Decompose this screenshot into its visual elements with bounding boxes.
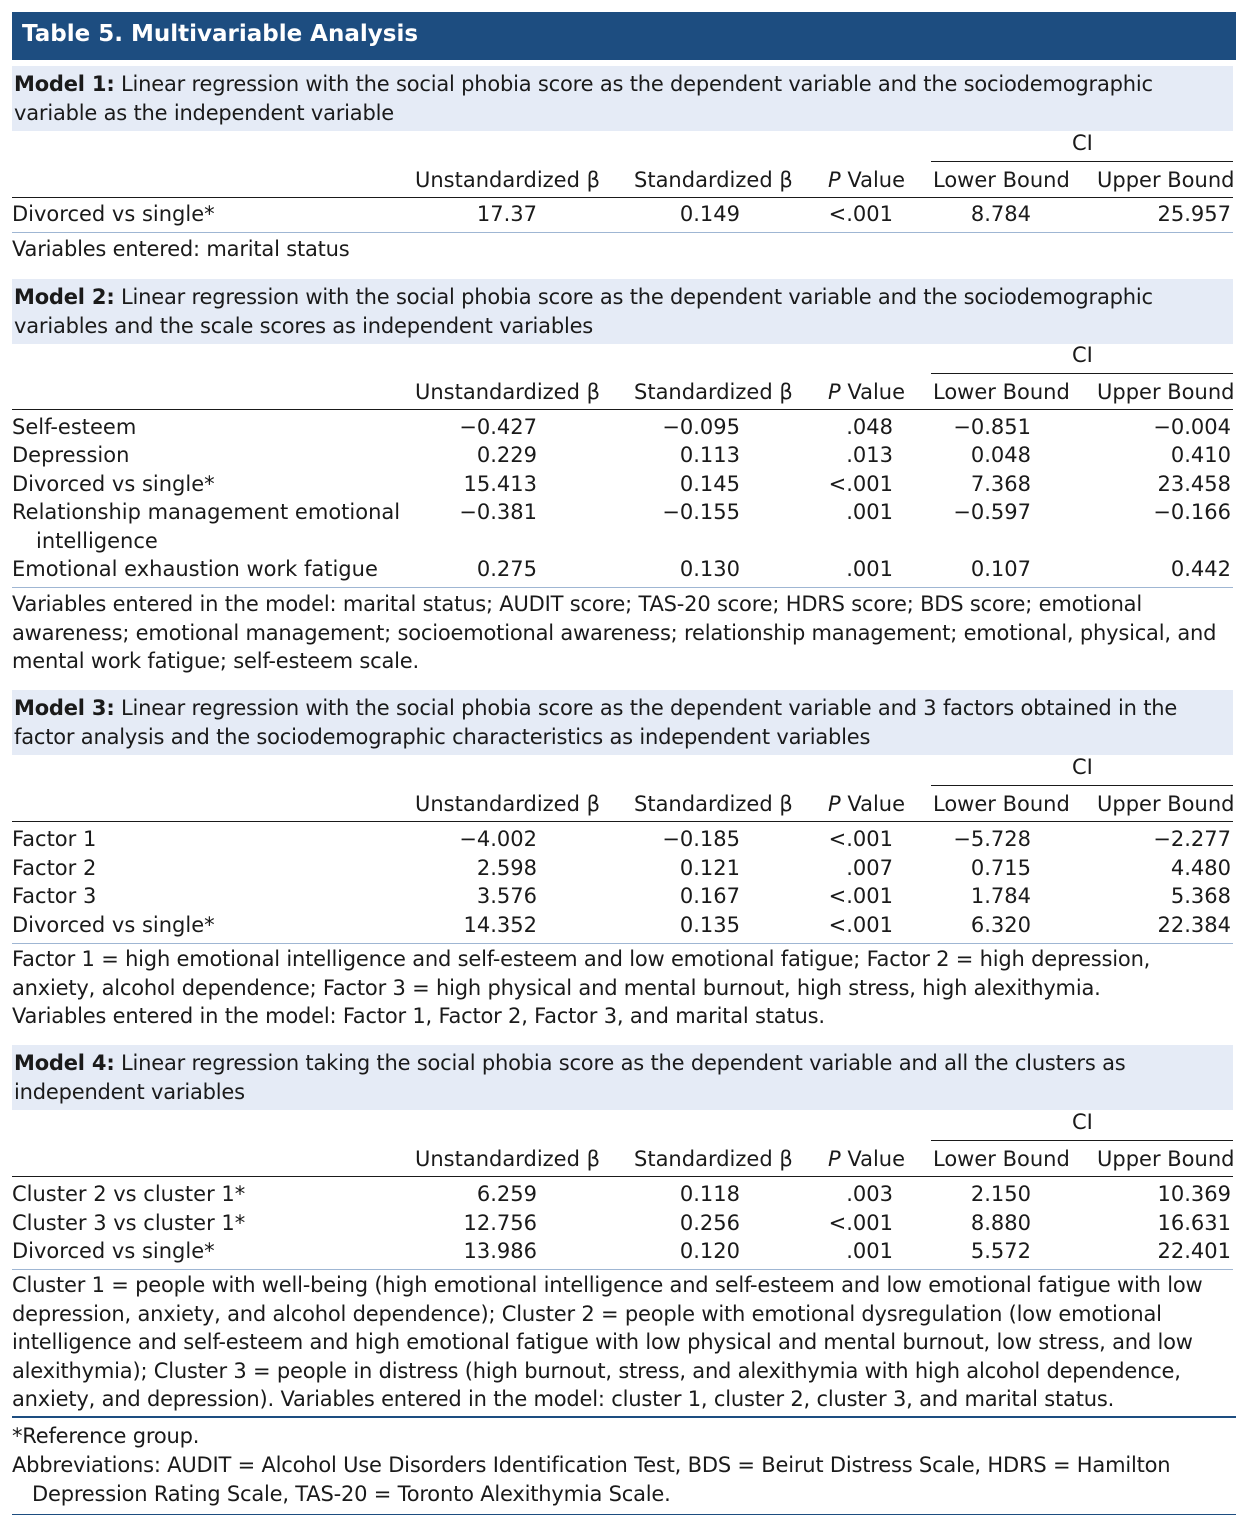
model-3-header <box>12 690 1233 755</box>
model-1-note: Variables entered: marital status <box>12 237 350 261</box>
row-label-continuation: intelligence <box>36 529 158 553</box>
model-4-label: Model 4: <box>14 1051 115 1075</box>
column-p-value: P Value <box>828 380 906 404</box>
row-label: Cluster 3 vs cluster 1* <box>12 1211 246 1235</box>
bottom-rule <box>12 1514 1236 1515</box>
table-row <box>12 498 1233 526</box>
cell-unstandardized-beta: 0.229 <box>476 443 537 467</box>
cell-p-value: <.001 <box>828 472 893 496</box>
cell-p-value: <.001 <box>828 202 893 226</box>
table-row <box>12 1180 1233 1208</box>
cell-upper-bound: 10.369 <box>1157 1182 1231 1206</box>
cell-upper-bound: 23.458 <box>1157 472 1231 496</box>
cell-p-value: .003 <box>846 1182 893 1206</box>
table-row <box>12 470 1233 498</box>
model-4-header <box>12 1045 1233 1110</box>
cell-lower-bound: 7.368 <box>970 472 1031 496</box>
table-row <box>12 825 1233 853</box>
cell-unstandardized-beta: 12.756 <box>463 1211 537 1235</box>
cell-unstandardized-beta: 17.37 <box>476 202 537 226</box>
column-header-row <box>12 790 1233 818</box>
cell-lower-bound: −5.728 <box>953 827 1031 851</box>
cell-standardized-beta: 0.149 <box>679 202 740 226</box>
cell-p-value: .007 <box>846 856 893 880</box>
cell-lower-bound: −0.597 <box>953 500 1031 524</box>
header-rule <box>12 197 1233 198</box>
cell-lower-bound: 5.572 <box>970 1239 1031 1263</box>
cell-p-value: .048 <box>846 415 893 439</box>
table-row <box>12 441 1233 469</box>
cell-lower-bound: −0.851 <box>953 415 1031 439</box>
column-lower-bound: Lower Bound <box>933 792 1070 816</box>
column-upper-bound: Upper Bound <box>1097 380 1235 404</box>
model-1-header <box>12 66 1233 131</box>
model-2-note: Variables entered in the model: marital status; AUDIT score; TAS-20 score; HDRS score; BDS score; emotional awareness; emotional management; socioemotional awareness; relationship management; emotional, physical, and mental work fatigue; self-esteem scale. <box>12 592 1217 673</box>
cell-lower-bound: 8.880 <box>970 1211 1031 1235</box>
cell-standardized-beta: 0.167 <box>679 884 740 908</box>
row-label: Factor 3 <box>12 884 97 908</box>
table-title: Table 5. Multivariable Analysis <box>12 12 1236 60</box>
row-label: Self-esteem <box>12 415 137 439</box>
model-2-header <box>12 279 1233 344</box>
cell-upper-bound: −2.277 <box>1153 827 1231 851</box>
cell-unstandardized-beta: 6.259 <box>476 1182 537 1206</box>
column-upper-bound: Upper Bound <box>1097 1147 1235 1171</box>
column-lower-bound: Lower Bound <box>933 168 1070 192</box>
cell-standardized-beta: −0.185 <box>662 827 740 851</box>
column-unstandardized-beta: Unstandardized β <box>415 168 601 192</box>
cell-lower-bound: 0.107 <box>970 557 1031 581</box>
cell-unstandardized-beta: 0.275 <box>476 557 537 581</box>
table-row <box>12 555 1233 583</box>
cell-upper-bound: 22.384 <box>1157 913 1231 937</box>
cell-unstandardized-beta: 15.413 <box>463 472 537 496</box>
row-label: Emotional exhaustion work fatigue <box>12 557 378 581</box>
cell-unstandardized-beta: −0.381 <box>459 500 537 524</box>
row-label: Depression <box>12 443 130 467</box>
model-4-note: Cluster 1 = people with well-being (high emotional intelligence and self-esteem and low emotional fatigue with low depression, anxiety, and alcohol dependence); Cluster 2 = people with emotional dysregulation (low emotional intelligence and self-esteem and high emotional fatigue with low physical and mental burnout, low stress, and low alexithymia); Cluster 3 = people in distress (high burnout, stress, and alexithymia with high alcohol dependence, anxiety, and depression). Variables entered in the model: cluster 1, cluster 2, cluster 3, and marital status. <box>12 1273 1203 1411</box>
cell-p-value: <.001 <box>828 884 893 908</box>
cell-upper-bound: −0.166 <box>1153 500 1231 524</box>
cell-upper-bound: 25.957 <box>1157 202 1231 226</box>
column-unstandardized-beta: Unstandardized β <box>415 792 601 816</box>
model-1-description: Linear regression with the social phobia score as the dependent variable and the sociodemographic variable as the independent variable <box>14 72 1153 125</box>
ci-header: CI <box>1072 343 1093 367</box>
abbreviations-footnote: Abbreviations: AUDIT = Alcohol Use Disorders Identification Test, BDS = Beirut Distress Scale, HDRS = Hamilton Depression Rating Scale, TAS-20 = Toronto Alexithymia Scale. <box>12 1453 1171 1506</box>
cell-p-value: <.001 <box>828 1211 893 1235</box>
cell-p-value: .001 <box>846 1239 893 1263</box>
column-header-row <box>12 378 1233 406</box>
column-p-value: P Value <box>828 792 906 816</box>
row-label: Divorced vs single* <box>12 913 215 937</box>
cell-upper-bound: 4.480 <box>1170 856 1231 880</box>
cell-standardized-beta: 0.118 <box>679 1182 740 1206</box>
column-standardized-beta: Standardized β <box>634 1147 793 1171</box>
cell-p-value: .001 <box>846 500 893 524</box>
model-3-label: Model 3: <box>14 696 115 720</box>
row-label: Factor 2 <box>12 856 97 880</box>
model-2-label: Model 2: <box>14 285 115 309</box>
cell-unstandardized-beta: 2.598 <box>476 856 537 880</box>
cell-standardized-beta: 0.256 <box>679 1211 740 1235</box>
cell-standardized-beta: 0.121 <box>679 856 740 880</box>
cell-standardized-beta: 0.135 <box>679 913 740 937</box>
table-row <box>12 1237 1233 1265</box>
ci-rule <box>931 373 1233 374</box>
table-row-continuation <box>12 527 1233 555</box>
cell-standardized-beta: 0.120 <box>679 1239 740 1263</box>
table-row <box>12 413 1233 441</box>
cell-standardized-beta: −0.095 <box>662 415 740 439</box>
row-rule <box>12 943 1233 944</box>
cell-standardized-beta: 0.145 <box>679 472 740 496</box>
cell-lower-bound: 6.320 <box>970 913 1031 937</box>
column-header-row <box>12 1145 1233 1173</box>
column-upper-bound: Upper Bound <box>1097 168 1235 192</box>
table-row <box>12 882 1233 910</box>
table-row <box>12 854 1233 882</box>
cell-lower-bound: 2.150 <box>970 1182 1031 1206</box>
row-label: Factor 1 <box>12 827 97 851</box>
table-row <box>12 911 1233 939</box>
reference-footnote: *Reference group. <box>12 1424 200 1448</box>
model-1-label: Model 1: <box>14 72 115 96</box>
cell-unstandardized-beta: 14.352 <box>463 913 537 937</box>
cell-standardized-beta: −0.155 <box>662 500 740 524</box>
model-3-factor-note: Factor 1 = high emotional intelligence and self-esteem and low emotional fatigue; Factor 2 = high depression, anxiety, alcohol dependence; Factor 3 = high physical and mental burnout, high stress, high alexithymia. <box>12 947 1151 1000</box>
column-standardized-beta: Standardized β <box>634 380 793 404</box>
cell-upper-bound: 0.442 <box>1170 557 1231 581</box>
model-3-variables-note: Variables entered in the model: Factor 1, Factor 2, Factor 3, and marital status. <box>12 1004 825 1028</box>
row-rule <box>12 1269 1233 1270</box>
column-p-value: P Value <box>828 1147 906 1171</box>
row-label: Divorced vs single* <box>12 1239 215 1263</box>
cell-p-value: <.001 <box>828 913 893 937</box>
cell-unstandardized-beta: −4.002 <box>459 827 537 851</box>
ci-rule <box>931 161 1233 162</box>
cell-upper-bound: 5.368 <box>1170 884 1231 908</box>
row-label: Divorced vs single* <box>12 202 215 226</box>
cell-upper-bound: −0.004 <box>1153 415 1231 439</box>
column-header-row <box>12 166 1233 194</box>
row-label: Cluster 2 vs cluster 1* <box>12 1182 246 1206</box>
table-row <box>12 200 1233 228</box>
cell-p-value: <.001 <box>828 827 893 851</box>
model-3-description: Linear regression with the social phobia score as the dependent variable and 3 factors obtained in the factor analysis and the sociodemographic characteristics as independent variables <box>14 696 1178 749</box>
header-rule <box>12 1176 1233 1177</box>
cell-unstandardized-beta: 3.576 <box>476 884 537 908</box>
model-4-description: Linear regression taking the social phobia score as the dependent variable and all the clusters as independent variables <box>14 1051 1126 1104</box>
column-lower-bound: Lower Bound <box>933 380 1070 404</box>
column-standardized-beta: Standardized β <box>634 792 793 816</box>
cell-lower-bound: 0.048 <box>970 443 1031 467</box>
cell-unstandardized-beta: −0.427 <box>459 415 537 439</box>
cell-lower-bound: 1.784 <box>970 884 1031 908</box>
cell-unstandardized-beta: 13.986 <box>463 1239 537 1263</box>
header-rule <box>12 821 1233 822</box>
ci-header: CI <box>1072 755 1093 779</box>
ci-rule <box>931 785 1233 786</box>
column-upper-bound: Upper Bound <box>1097 792 1235 816</box>
cell-upper-bound: 0.410 <box>1170 443 1231 467</box>
column-p-value: P Value <box>828 168 906 192</box>
column-unstandardized-beta: Unstandardized β <box>415 380 601 404</box>
cell-p-value: .001 <box>846 557 893 581</box>
table-row <box>12 1209 1233 1237</box>
ci-header: CI <box>1072 131 1093 155</box>
cell-standardized-beta: 0.130 <box>679 557 740 581</box>
header-rule <box>12 409 1233 410</box>
row-label: Relationship management emotional <box>12 500 401 524</box>
column-unstandardized-beta: Unstandardized β <box>415 1147 601 1171</box>
model-2-description: Linear regression with the social phobia score as the dependent variable and the sociodemographic variables and the scale scores as independent variables <box>14 285 1153 338</box>
column-lower-bound: Lower Bound <box>933 1147 1070 1171</box>
cell-lower-bound: 0.715 <box>970 856 1031 880</box>
cell-upper-bound: 16.631 <box>1157 1211 1231 1235</box>
cell-standardized-beta: 0.113 <box>679 443 740 467</box>
footnote-rule <box>12 1416 1236 1418</box>
row-rule <box>12 232 1233 233</box>
column-standardized-beta: Standardized β <box>634 168 793 192</box>
cell-upper-bound: 22.401 <box>1157 1239 1231 1263</box>
row-label: Divorced vs single* <box>12 472 215 496</box>
row-rule <box>12 587 1233 588</box>
cell-p-value: .013 <box>846 443 893 467</box>
cell-lower-bound: 8.784 <box>970 202 1031 226</box>
ci-header: CI <box>1072 1110 1093 1134</box>
ci-rule <box>931 1140 1233 1141</box>
